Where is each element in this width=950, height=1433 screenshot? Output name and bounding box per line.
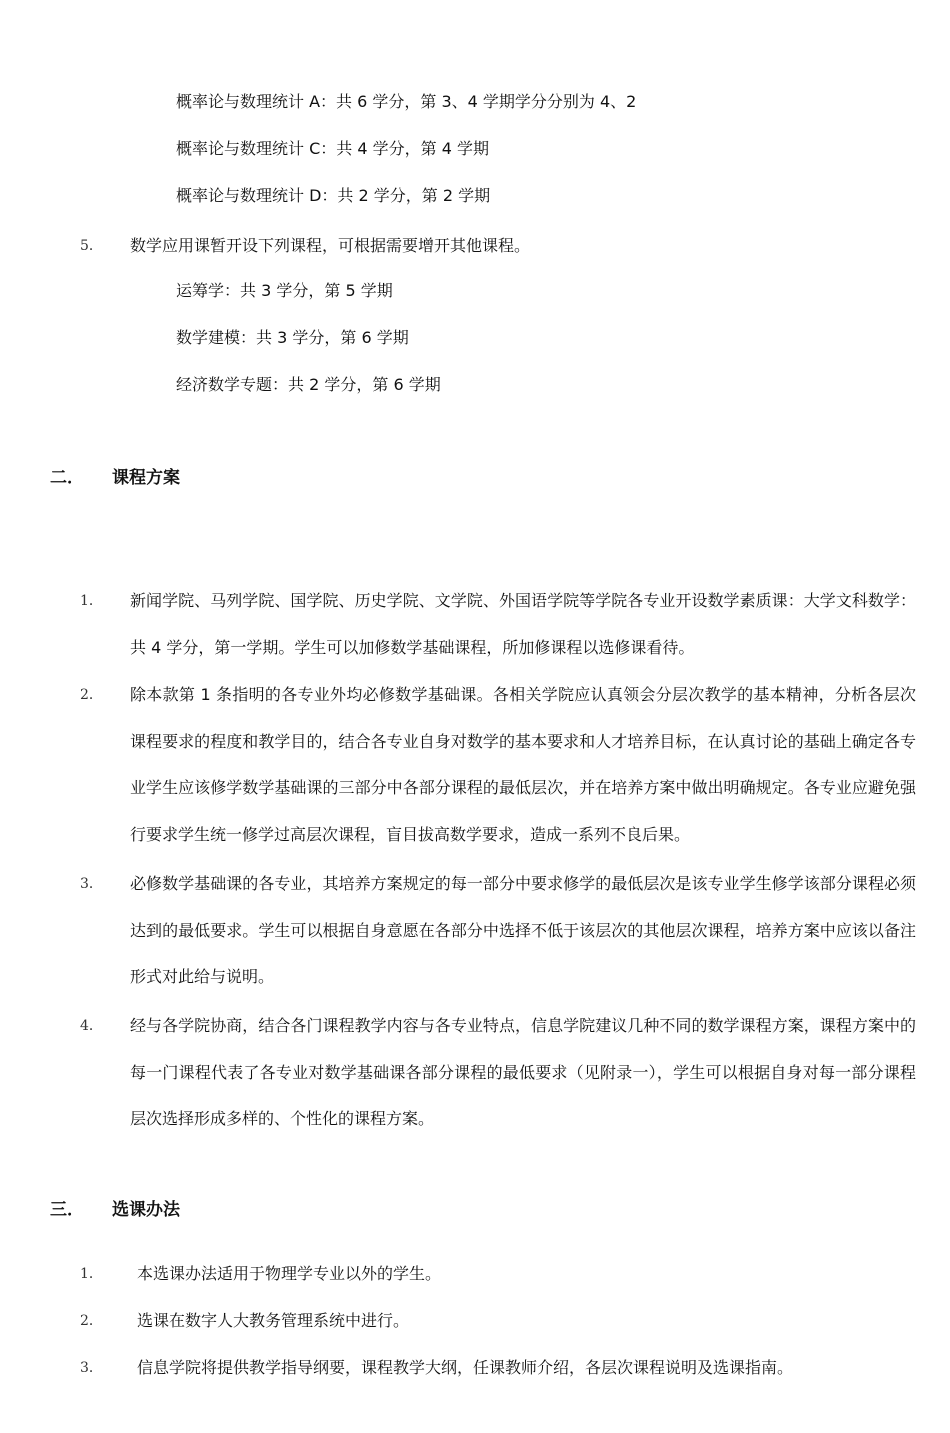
- prob-course-a: 概率论与数理统计 A：共 6 学分，第 3、4 学期学分分别为 4、2: [176, 92, 637, 111]
- section-heading: [50, 467, 350, 489]
- item-number: 3．: [80, 1360, 103, 1376]
- item-text: 选课在数字人大教务管理系统中进行。: [137, 1311, 410, 1330]
- course-line: 运筹学：共 3 学分，第 5 学期: [176, 281, 393, 300]
- item-number: 4．: [80, 1018, 103, 1034]
- section-number: 三．: [50, 1200, 84, 1220]
- section-heading: [50, 1199, 350, 1221]
- item-number: 3．: [80, 876, 103, 892]
- item-number: 2．: [80, 1313, 103, 1329]
- item-number: 5．: [80, 238, 103, 254]
- paragraph: 必修数学基础课的各专业，其培养方案规定的每一部分中要求修学的最低层次是该专业学生修学该部分课程必须达到的最低要求。学生可以根据自身意愿在各部分中选择不低于该层次的其他层次课程，培养方案中应该以备注形式对此给与说明。: [130, 874, 916, 986]
- item-number: 1．: [80, 1266, 103, 1282]
- item-text: 信息学院将提供教学指导纲要，课程教学大纲，任课教师介绍，各层次课程说明及选课指南。: [137, 1358, 794, 1377]
- paragraph: 新闻学院、马列学院、国学院、历史学院、文学院、外国语学院等学院各专业开设数学素质课：大学文科数学：共 4 学分，第一学期。学生可以加修数学基础课程，所加修课程以选修课看待。: [130, 591, 916, 657]
- section-title: 课程方案: [112, 468, 180, 488]
- course-line: 经济数学专题：共 2 学分，第 6 学期: [176, 375, 441, 394]
- item-text: 数学应用课暂开设下列课程，可根据需要增开其他课程。: [130, 236, 531, 255]
- paragraph: 除本款第 1 条指明的各专业外均必修数学基础课。各相关学院应认真领会分层次教学的基本精神，分析各层次课程要求的程度和教学目的，结合各专业自身对数学的基本要求和人才培养目标，在认真讨论的基础上确定各专业学生应该修学数学基础课的三部分中各部分课程的最低层次，并在培养方案中做出明确规定。各专业应避免强行要求学生统一修学过高层次课程，盲目拔高数学要求，造成一系列不良后果。: [130, 685, 916, 844]
- item-number: 2．: [80, 687, 103, 703]
- prob-course-c: 概率论与数理统计 C：共 4 学分，第 4 学期: [176, 139, 489, 158]
- item-number: 1．: [80, 593, 103, 609]
- paragraph: 经与各学院协商，结合各门课程教学内容与各专业特点，信息学院建议几种不同的数学课程方案，课程方案中的每一门课程代表了各专业对数学基础课各部分课程的最低要求（见附录一），学生可以根据自身对每一部分课程层次选择形成多样的、个性化的课程方案。: [130, 1016, 916, 1128]
- course-line: 数学建模：共 3 学分，第 6 学期: [176, 328, 409, 347]
- section-title: 选课办法: [112, 1200, 180, 1220]
- item-text: 本选课办法适用于物理学专业以外的学生。: [137, 1264, 442, 1283]
- section-number: 二．: [50, 468, 84, 488]
- prob-course-d: 概率论与数理统计 D：共 2 学分，第 2 学期: [176, 186, 491, 205]
